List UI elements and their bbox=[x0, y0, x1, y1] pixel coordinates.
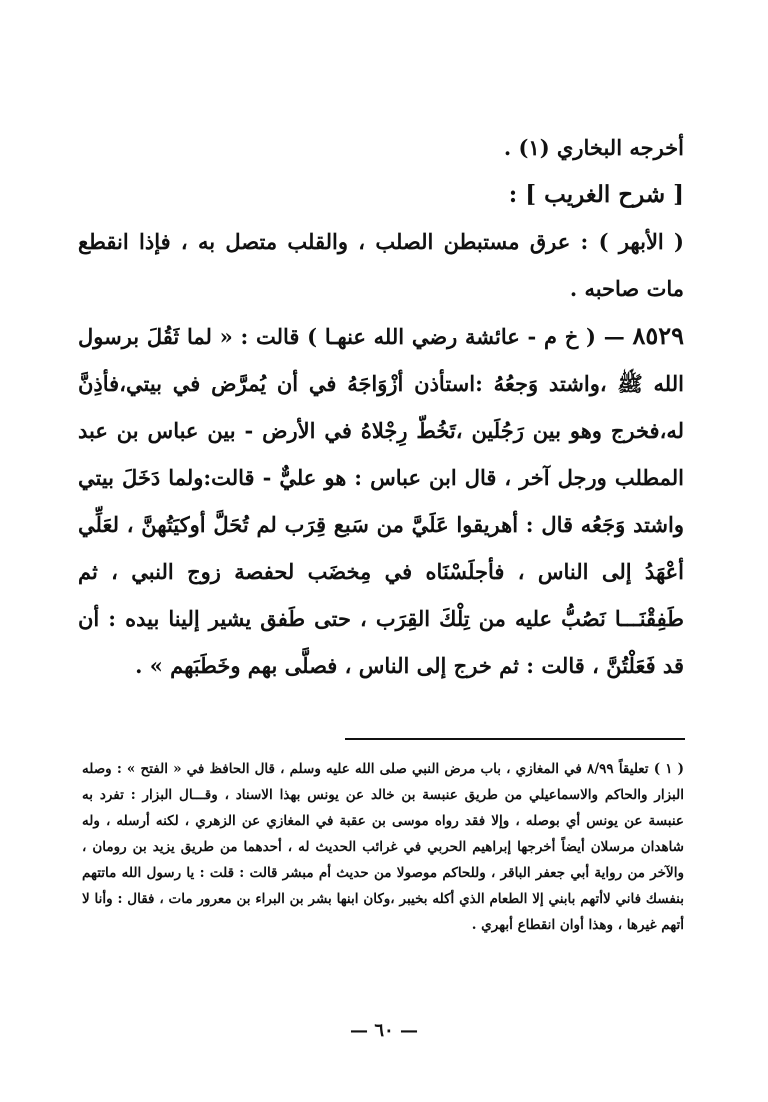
hadith-paragraph: ٨٥٢٩ — ( خ م - عائشة رضي الله عنهـا ) قالت : « لما ثَقُلَ برسول الله ﷺ ،واشتد وَجعُهُ :استأذن أزْوَاجَهُ في أن يُمرَّض في بيتي،فأذِنَّ له،فخرج وهو بين رَجُلَين ،تَخُطّ رِجْلاهُ في الأرض - بين عباس بن عبد المطلب ورجل آخر ، قال ابن عباس : هو عليٌّ - قالت:ولما دَخَلَ بيتي واشتد وَجَعُه قال : أهريقوا عَلَيَّ من سَبع قِرَب لم تُحَلَّ أوكيَتُهنَّ ، لعَلِّي أعْهَدُ إلى الناس ، فأجلَسْنَاه في مِخضَب لحفصة زوج النبي ، ثم طَفِقْنَـــا نَصُبُّ عليه من تِلْكَ القِرَب ، حتى طَفق يشير إلينا بيده : أن قد فَعَلْتُنَّ ، قالت : ثم خرج إلى الناس ، فصلَّى بهم وخَطَبَهم » . bbox=[78, 321, 684, 678]
footnote-1: ( ١ ) تعليقاً ٨/٩٩ في المغازي ، باب مرض النبي صلى الله عليه وسلم ، قال الحافظ في « الفتح » : وصله البزار والحاكم والاسماعيلي من طريق عنبسة بن خالد عن يونس بهذا الاسناد ، وقـــال البزار : تفرد به عنبسة عن يونس أي بوصله ، وإلا فقد رواه موسى بن عقبة في المغازي عن الزهري ، لكنه أرسله ، وله شاهدان مرسلان أيضاً أخرجها إبراهيم الحربي في غرائب الحديث له ، أحدهما من طريق يزيد بن رومان ، والآخر من رواية أبي جعفر الباقر ، وللحاكم موصولا من حديث أم مبشر قالت : قلت : يا رسول الله ماتتهم بنفسك فاني لاأتهم بابني إلا الطعام الذي أكله بخيبر ،وكان ابنها بشر بن البراء بن معرور مات ، فقال : وأنا لا أتهم غيرها ، وهذا أوان انقطاع أبهري . bbox=[82, 761, 684, 933]
footnotes bbox=[82, 756, 684, 938]
main-text bbox=[78, 124, 684, 689]
page-number: — ٦٠ — bbox=[350, 1020, 418, 1041]
hadith-source: ( خ م - عائشة رضي الله عنهـا ) bbox=[307, 324, 596, 349]
gloss-heading: [ شرح الغريب ] : bbox=[508, 181, 684, 208]
intro-line: أخرجه البخاري (١) . bbox=[503, 135, 684, 160]
footnote-divider bbox=[345, 738, 685, 740]
hadith-number: ٨٥٢٩ bbox=[632, 321, 684, 350]
gloss-text: ( الأبهر ) : عرق مستبطن الصلب ، والقلب متصل به ، فإذا انقطع مات صاحبه . bbox=[78, 229, 684, 301]
hadith-text: قالت : « لما ثَقُلَ برسول الله ﷺ ،واشتد وَجعُهُ :استأذن أزْوَاجَهُ في أن يُمرَّض في بيتي،فأذِنَّ له،فخرج وهو بين رَجُلَين ،تَخُطّ رِجْلاهُ في الأرض - بين عباس بن عبد المطلب ورجل آخر ، قال ابن عباس : هو عليٌّ - قالت:ولما دَخَلَ بيتي واشتد وَجَعُه قال : أهريقوا عَلَيَّ من سَبع قِرَب لم تُحَلَّ أوكيَتُهنَّ ، لعَلِّي أعْهَدُ إلى الناس ، فأجلَسْنَاه في مِخضَب لحفصة زوج النبي ، ثم طَفِقْنَـــا نَصُبُّ عليه من تِلْكَ القِرَب ، حتى طَفق يشير إلينا بيده : أن قد فَعَلْتُنَّ ، قالت : ثم خرج إلى الناس ، فصلَّى بهم وخَطَبَهم » . bbox=[78, 324, 684, 678]
